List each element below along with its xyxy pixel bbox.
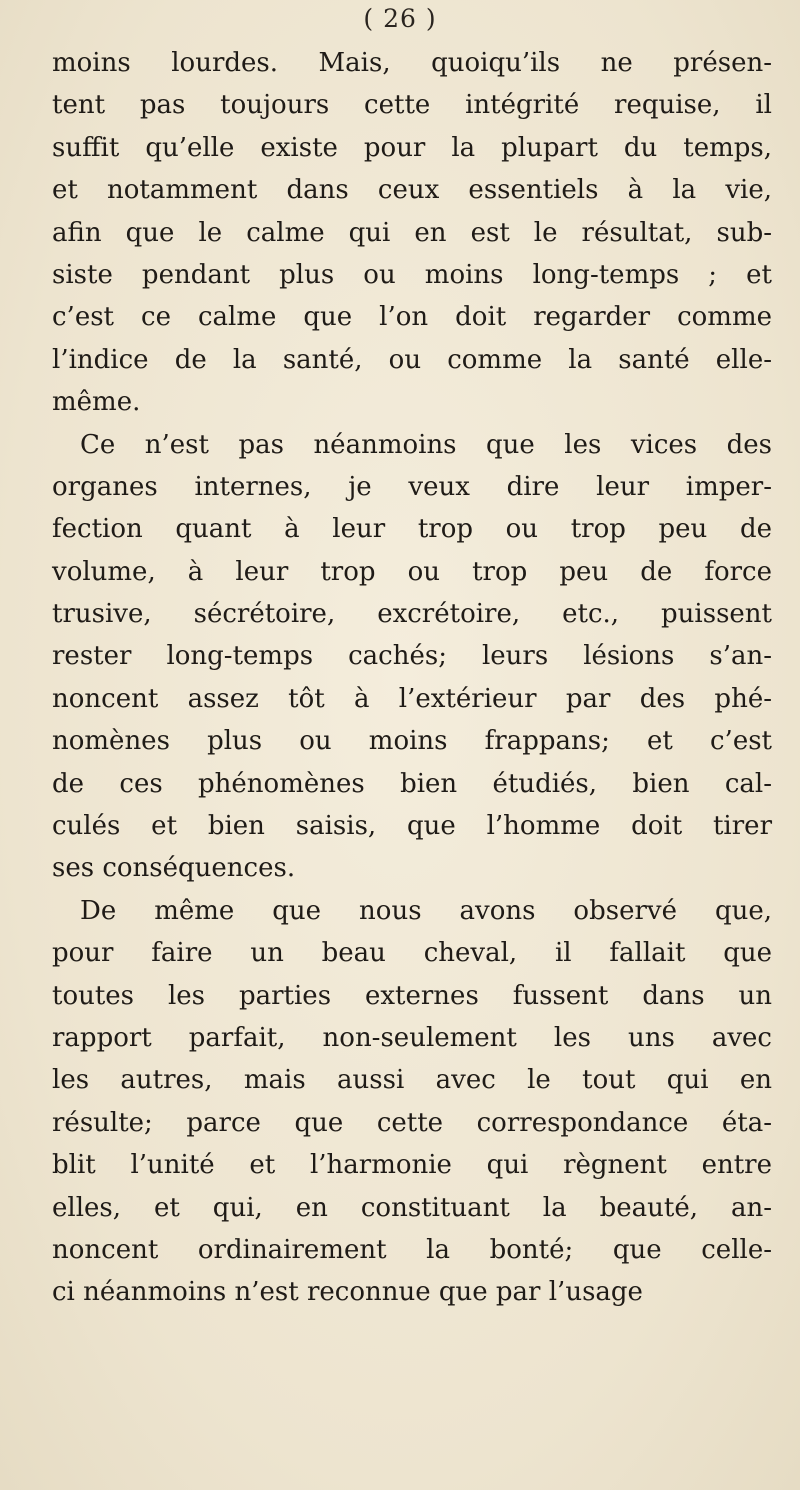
text-line: résulte; parce que cette correspondance éta- (52, 1107, 772, 1138)
text-line: fection quant à leur trop ou trop peu de (52, 514, 772, 545)
text-line: volume, à leur trop ou trop peu de force (52, 556, 772, 587)
text-line: toutes les parties externes fussent dans un (52, 980, 772, 1011)
text-line: De même que nous avons observé que, (80, 895, 772, 926)
text-line: ses conséquences. (52, 853, 296, 884)
text-line: rester long-temps cachés; leurs lésions s’an- (52, 641, 772, 672)
text-line: l’indice de la santé, ou comme la santé elle- (52, 344, 772, 375)
text-line: culés et bien saisis, que l’homme doit tirer (52, 811, 772, 842)
page-number: ( 26 ) (363, 4, 437, 33)
text-line: et notamment dans ceux essentiels à la vie, (52, 175, 772, 206)
text-line: ci néanmoins n’est reconnue que par l’usage (52, 1277, 643, 1308)
text-line: suffit qu’elle existe pour la plupart du temps, (52, 132, 772, 163)
text-line: elles, et qui, en constituant la beauté, an- (52, 1192, 772, 1223)
text-line: noncent ordinairement la bonté; que celle- (52, 1234, 772, 1265)
text-line: organes internes, je veux dire leur imper- (52, 471, 772, 502)
text-line: c’est ce calme que l’on doit regarder comme (52, 302, 772, 333)
text-line: siste pendant plus ou moins long-temps ; et (52, 259, 772, 290)
text-line: afin que le calme qui en est le résultat, sub- (52, 217, 772, 248)
text-line: même. (52, 387, 141, 418)
text-line: tent pas toujours cette intégrité requise, il (52, 90, 772, 121)
text-line: trusive, sécrétoire, excrétoire, etc., puissent (52, 599, 772, 630)
text-line: pour faire un beau cheval, il fallait que (52, 938, 772, 969)
text-line: les autres, mais aussi avec le tout qui en (52, 1065, 772, 1096)
body-text (52, 42, 772, 1314)
text-line: noncent assez tôt à l’extérieur par des phé- (52, 683, 772, 714)
text-line: rapport parfait, non-seulement les uns avec (52, 1022, 772, 1053)
text-line: nomènes plus ou moins frappans; et c’est (52, 726, 772, 757)
text-line: de ces phénomènes bien étudiés, bien cal- (52, 768, 772, 799)
text-line: blit l’unité et l’harmonie qui règnent entre (52, 1150, 772, 1181)
text-line: moins lourdes. Mais, quoiqu’ils ne présen- (52, 48, 772, 78)
text-line: Ce n’est pas néanmoins que les vices des (80, 429, 772, 460)
